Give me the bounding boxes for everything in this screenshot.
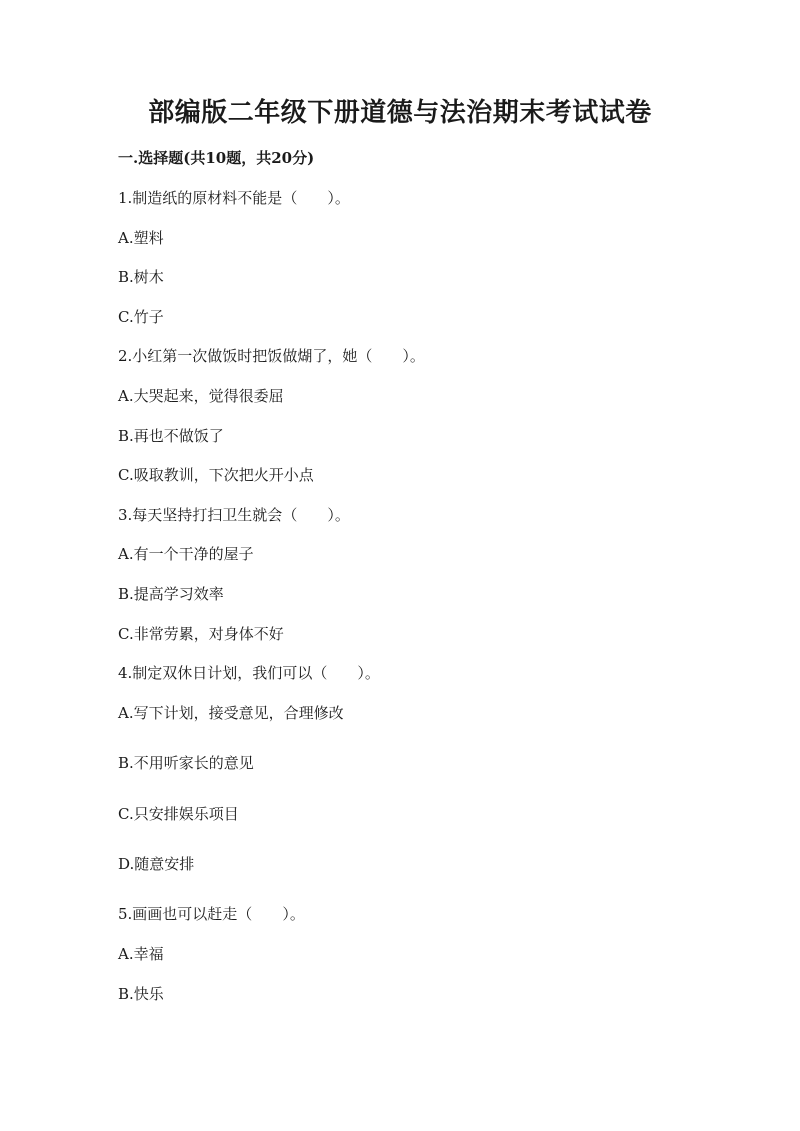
question-1-option-a: A.塑料 [118, 229, 164, 247]
question-1-option-c: C.竹子 [118, 308, 164, 326]
question-5-option-b: B.快乐 [118, 985, 164, 1003]
question-2-option-a: A.大哭起来，觉得很委屈 [118, 387, 284, 405]
question-2-option-b: B.再也不做饭了 [118, 427, 224, 445]
question-3-option-c: C.非常劳累，对身体不好 [118, 625, 284, 643]
question-2-option-c: C.吸取教训，下次把火开小点 [118, 466, 314, 484]
question-3-option-b: B.提高学习效率 [118, 585, 224, 603]
section-heading: 一.选择题(共10题，共20分) [118, 149, 315, 167]
question-1-stem: 1.制造纸的原材料不能是（ ）。 [118, 189, 350, 207]
question-3-stem: 3.每天坚持打扫卫生就会（ ）。 [118, 506, 350, 524]
question-2-stem: 2.小红第一次做饭时把饭做煳了，她（ ）。 [118, 347, 425, 365]
question-3-option-a: A.有一个干净的屋子 [118, 545, 254, 563]
question-5-option-a: A.幸福 [118, 945, 164, 963]
question-4-option-a: A.写下计划，接受意见，合理修改 [118, 704, 344, 722]
question-5-stem: 5.画画也可以赶走（ ）。 [118, 905, 305, 923]
question-4-option-b: B.不用听家长的意见 [118, 754, 254, 772]
page-title: 部编版二年级下册道德与法治期末考试试卷 [148, 98, 652, 128]
question-1-option-b: B.树木 [118, 268, 164, 286]
question-4-stem: 4.制定双休日计划，我们可以（ ）。 [118, 664, 380, 682]
question-4-option-c: C.只安排娱乐项目 [118, 805, 239, 823]
question-4-option-d: D.随意安排 [118, 855, 195, 873]
